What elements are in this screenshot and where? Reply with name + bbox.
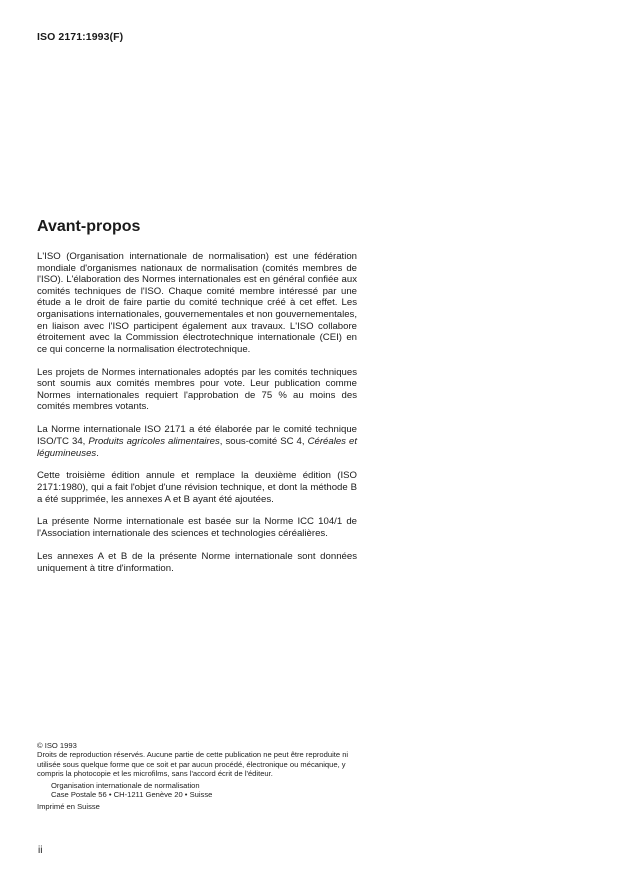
page-number: ii xyxy=(38,845,43,856)
organization-address: Case Postale 56 • CH-1211 Genève 20 • Suisse xyxy=(51,790,213,800)
paragraph-iso-intro: L'ISO (Organisation internationale de normalisation) est une fédération mondiale d'organismes nationaux de normalisation (comités membres de l'ISO). L'élaboration des Normes internationales est en général confiée aux comités techniques de l'ISO. Chaque comité membre intéressé par une étude a le droit de faire partie du comité technique créé à cet effet. Les organisations internationales, gouvernementales et non gouvernementales, en liaison avec l'ISO participent également aux travaux. L'ISO collabore étroitement avec la Commission électrotechnique internationale (CEI) en ce qui concerne la normalisation électrotechnique. xyxy=(37,251,357,355)
section-title: Avant-propos xyxy=(37,218,141,235)
committee-name: Produits agricoles alimentaires xyxy=(88,435,220,447)
subcommittee-name: Céréales et légumineuses xyxy=(37,435,358,459)
paragraph-edition: Cette troisième édition annule et remplace la deuxième édition (ISO 2171:1980), qui a fait l'objet d'une révision technique, et dont la méthode B a été supprimée, les annexes A et B ayant été ajoutées. xyxy=(37,470,357,505)
printed-in: Imprimé en Suisse xyxy=(37,802,100,812)
paragraph-voting: Les projets de Normes internationales adoptés par les comités techniques sont soumis aux comités membres pour vote. Leur publication comme Normes internationales requiert l'approbation de 75 % au moins des comités membres votants. xyxy=(37,366,357,413)
copyright-footer xyxy=(37,741,367,812)
foreword-body xyxy=(37,251,357,585)
paragraph-annexes: Les annexes A et B de la présente Norme internationale sont données uniquement à titre d'information. xyxy=(37,550,357,574)
document-id-header: ISO 2171:1993(F) xyxy=(37,31,124,43)
copyright-line: © ISO 1993 xyxy=(37,741,77,750)
paragraph-basis: La présente Norme internationale est basée sur la Norme ICC 104/1 de l'Association internationale des sciences et technologies céréalières. xyxy=(37,516,357,540)
organization-name: Organisation internationale de normalisation xyxy=(51,780,200,790)
paragraph-committee: La Norme internationale ISO 2171 a été élaborée par le comité technique ISO/TC 34, Produits agricoles alimentaires, sous-comité SC 4, Céréales et légumineuses. xyxy=(37,424,358,459)
rights-notice: Droits de reproduction réservés. Aucune partie de cette publication ne peut être reproduite ni utilisée sous quelque forme que ce soit et par aucun procédé, électronique ou mécanique, y compris la photocopie et les microfilms, sans l'accord écrit de l'éditeur. xyxy=(37,750,349,779)
